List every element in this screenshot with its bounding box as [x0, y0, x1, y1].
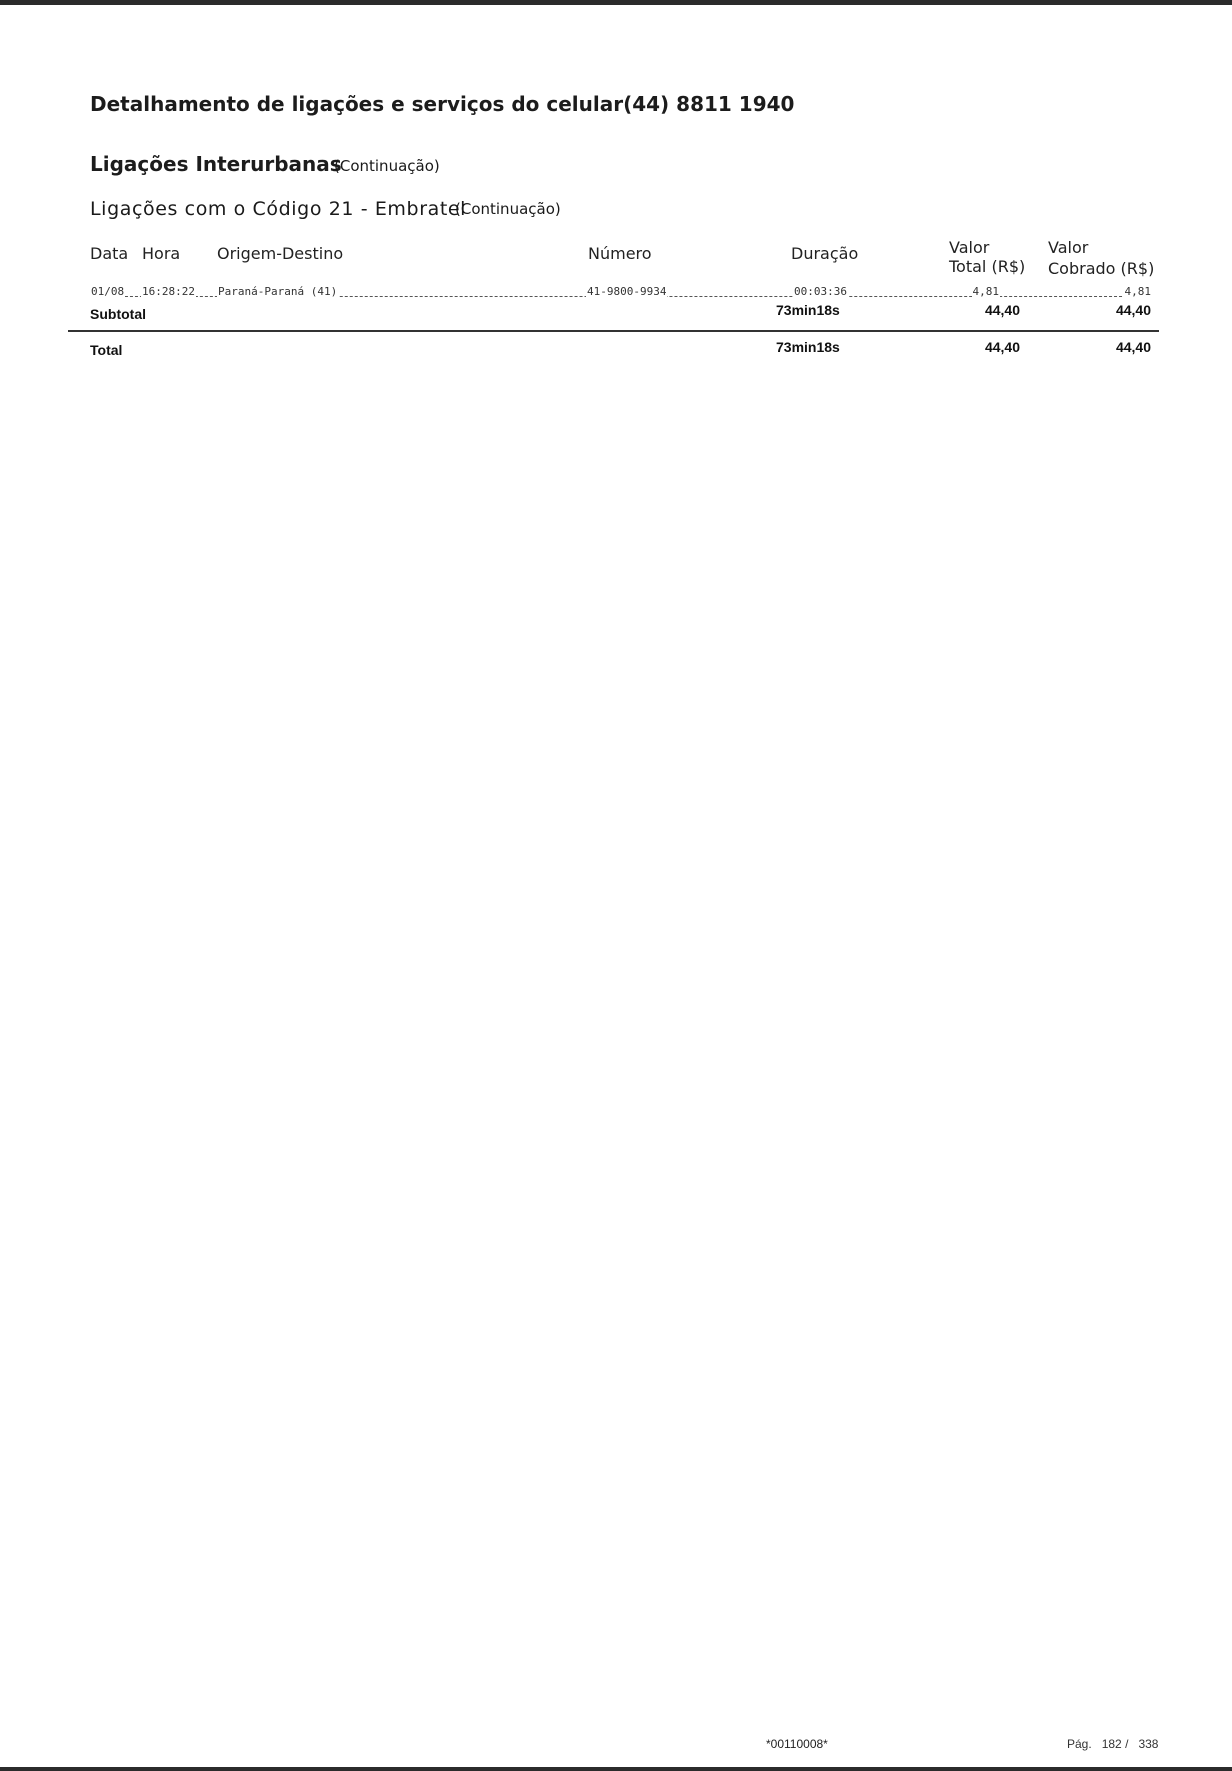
subtotal-label: Subtotal	[90, 306, 146, 322]
column-header-valor-total	[949, 238, 1025, 276]
column-header-data: Data	[90, 244, 129, 263]
section-continuation-note: (Continuação)	[334, 157, 440, 175]
subtotal-valor-cobrado: 44,40	[1115, 302, 1151, 318]
page-total: 338	[1138, 1737, 1159, 1751]
table-row	[90, 285, 1152, 301]
column-header-origem-destino: Origem-Destino	[217, 244, 344, 263]
barcode-text: *00110008*	[766, 1737, 828, 1751]
column-header-valor-cobrado-line1: Valor	[1048, 238, 1089, 257]
scan-top-edge	[0, 0, 1232, 5]
row-numero: 41-9800-9934	[587, 285, 667, 298]
document-title	[90, 92, 794, 116]
column-header-valor-total-line1: Valor	[949, 238, 990, 257]
total-label: Total	[90, 342, 123, 358]
column-header-valor-total-line2: Total (R$)	[949, 257, 1026, 276]
phone-number: (44) 8811 1940	[623, 92, 795, 116]
total-valor-total: 44,40	[984, 339, 1020, 355]
page-separator: /	[1125, 1737, 1129, 1751]
total-divider	[68, 330, 1159, 332]
column-header-valor-cobrado-line2: Cobrado (R$)	[1048, 259, 1155, 278]
column-header-hora: Hora	[142, 244, 181, 263]
column-header-duracao: Duração	[791, 244, 859, 263]
column-header-numero: Número	[588, 244, 652, 263]
row-valor-total: 4,81	[972, 285, 999, 298]
total-duracao: 73min18s	[776, 339, 840, 355]
subsection-continuation-note: (Continuação)	[455, 200, 561, 218]
page-number	[1067, 1737, 1158, 1751]
row-hora: 16:28:22	[142, 285, 195, 298]
column-header-valor-cobrado	[1048, 238, 1154, 278]
subtotal-valor-total: 44,40	[984, 302, 1020, 318]
row-valor-cobrado: 4,81	[1124, 285, 1151, 298]
row-duracao: 00:03:36	[794, 285, 847, 298]
row-data: 01/08	[91, 285, 125, 298]
total-valor-cobrado: 44,40	[1115, 339, 1151, 355]
page-label: Pág.	[1067, 1737, 1092, 1751]
subtotal-duracao: 73min18s	[776, 302, 840, 318]
page-current: 182	[1101, 1737, 1122, 1751]
subsection-title: Ligações com o Código 21 - Embratel	[90, 198, 467, 220]
scan-bottom-edge	[0, 1767, 1232, 1771]
row-origem-destino: Paraná-Paraná (41)	[218, 285, 338, 298]
section-title: Ligações Interurbanas	[90, 152, 342, 176]
document-title-text: Detalhamento de ligações e serviços do celular	[90, 92, 624, 116]
